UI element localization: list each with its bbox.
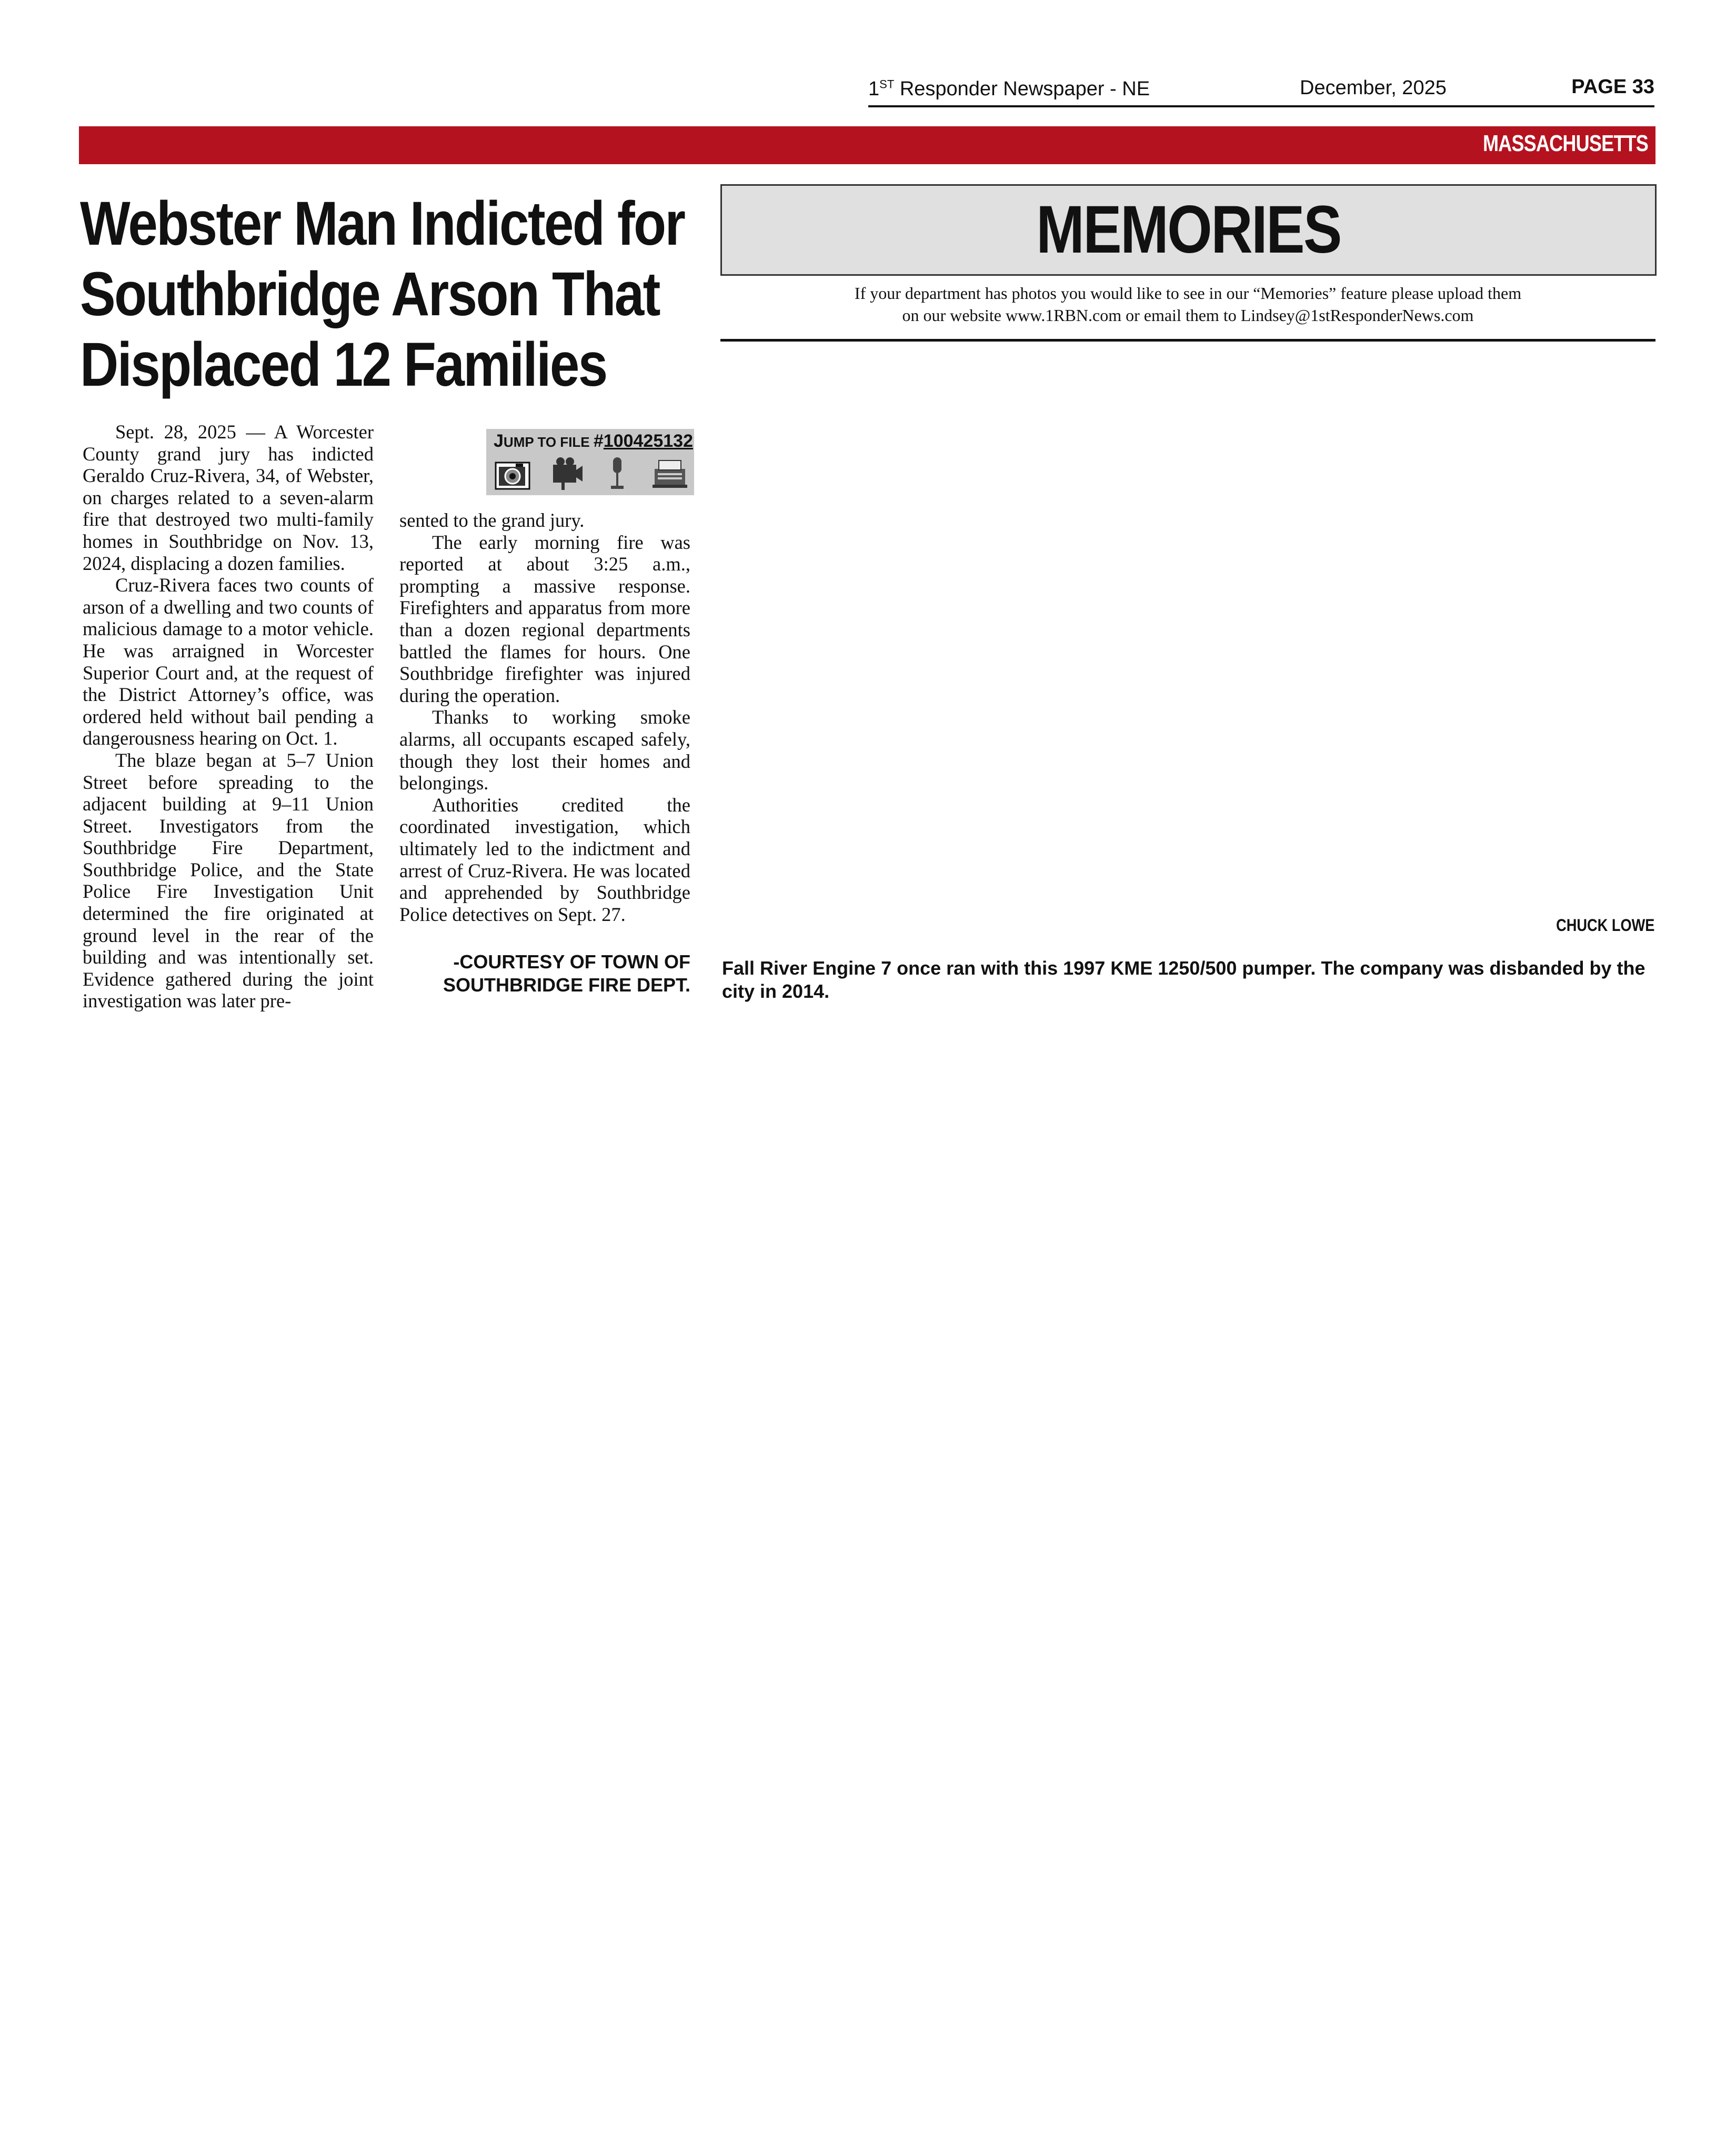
camera-icon[interactable] (494, 455, 531, 492)
header-rule (868, 105, 1654, 107)
article-paragraph: Sept. 28, 2025 — A Worcester County grand jury has indicted Geraldo Cruz-Rivera, 34, of Webster, on charges related to a seven-alarm fire that destroyed two multi-family homes in Southbridge on Nov. 13, 2024, displacing a dozen families. (83, 421, 374, 574)
article-paragraph: Cruz-Rivera faces two counts of arson of a dwelling and two counts of malicious damage to a motor vehicle. He was arraigned in Worcester Superior Court and, at the request of the District Attorney’s office, was ordered held without bail pending a dangerousness hearing on Oct. 1. (83, 574, 374, 749)
article-paragraph: Thanks to working smoke alarms, all occupants escaped safely, though they lost their homes and belongings. (399, 706, 690, 794)
memories-note: If your department has photos you would like to see in our “Memories” feature please upload them on our website www.1RBN.com or email them to Lindsey@1stResponderNews.com (854, 284, 1522, 325)
jump-to-file-label[interactable]: JUMP TO FILE #100425132 (494, 431, 693, 451)
article-headline (80, 188, 685, 400)
photo-caption: Fall River Engine 7 once ran with this 1997 KME 1250/500 pumper. The company was disbanded by the city in 2014. (722, 957, 1645, 1002)
jump-to-file-box[interactable] (486, 429, 694, 495)
file-number-link[interactable]: 100425132 (603, 431, 693, 451)
headline-line: Webster Man Indicted for (80, 189, 685, 258)
section-band (79, 126, 1655, 164)
article-credit: -COURTESY OF TOWN OF SOUTHBRIDGE FIRE DEPT. (443, 951, 690, 996)
section-label: MASSACHUSETTS (1482, 131, 1648, 156)
microphone-icon[interactable] (598, 455, 636, 492)
photo-credit: CHUCK LOWE (1556, 916, 1654, 935)
memories-rule (720, 339, 1655, 342)
issue-date: December, 2025 (1300, 77, 1447, 99)
headline-line: Displaced 12 Families (80, 330, 607, 399)
publication-name: 1ST Responder Newspaper - NE (868, 77, 1150, 100)
memories-title: MEMORIES (1036, 192, 1341, 267)
article-paragraph: sented to the grand jury. (399, 509, 585, 531)
memories-banner (720, 184, 1657, 276)
article-column-1 (83, 421, 374, 1012)
article-paragraph: Authorities credited the coordinated investigation, which ultimately led to the indictment and arrest of Cruz-Rivera. He was located and apprehended by Southbridge Police detectives on Sept. 27. (399, 794, 690, 925)
article-paragraph: The early morning fire was reported at about 3:25 a.m., prompting a massive response. Firefighters and apparatus from more than a dozen regional departments battled the flames for hours. One Southbridge firefighter was injured during the operation. (399, 531, 690, 706)
typewriter-icon[interactable] (650, 455, 688, 492)
article-paragraph: The blaze began at 5–7 Union Street before spreading to the adjacent building at 9–11 Union Street. Investigators from the Southbridge Fire Department, Southbridge Police, and the State Police Fire Investigation Unit determined the fire originated at ground level in the rear of the building and was intentionally set. Evidence gathered during the joint investigation was later pre- (83, 749, 374, 1012)
memories-photo (720, 347, 1655, 910)
video-camera-icon[interactable] (546, 455, 584, 492)
page-number: PAGE 33 (1571, 76, 1654, 98)
article-column-2 (399, 509, 690, 925)
headline-line: Southbridge Arson That (80, 259, 659, 329)
media-icons (494, 455, 688, 492)
